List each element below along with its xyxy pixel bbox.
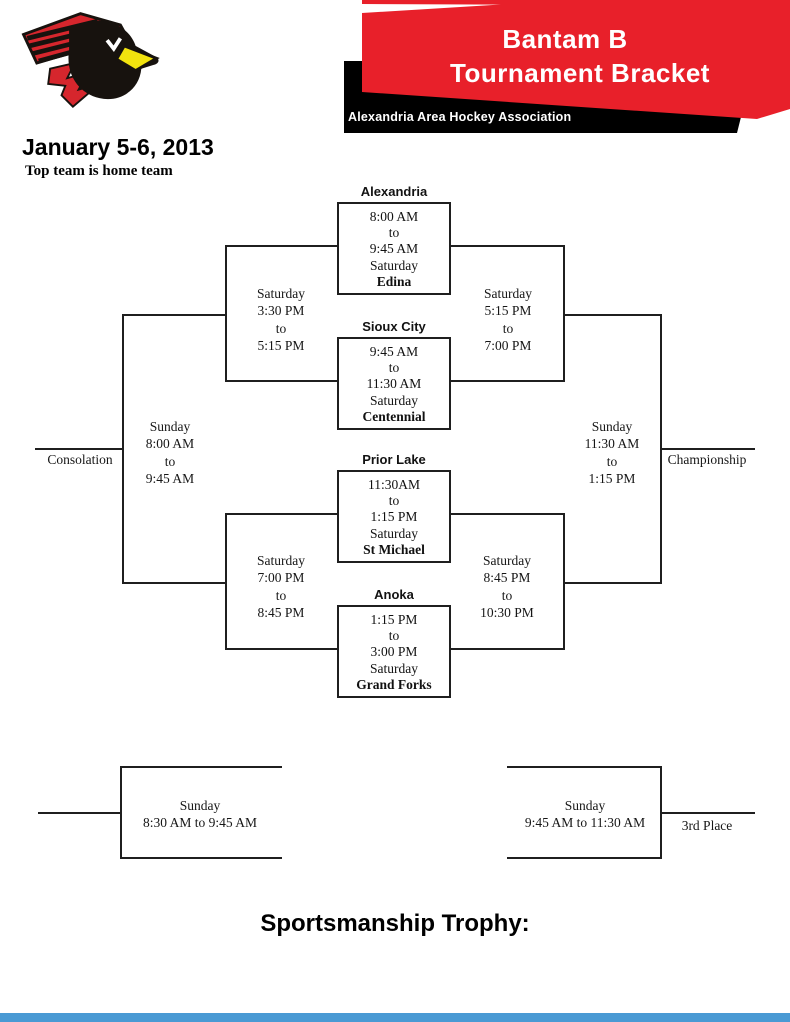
game1-to: to	[388, 225, 400, 241]
bracket-line	[451, 513, 563, 515]
game1-away-team: Edina	[376, 273, 412, 289]
semifinal-left-slot	[233, 285, 329, 355]
game2-to: to	[388, 360, 400, 376]
game4-time-start: 1:15 PM	[370, 612, 418, 627]
game1-time-end: 9:45 AM	[369, 241, 419, 257]
bracket-line	[225, 380, 337, 382]
game3-to: to	[388, 493, 400, 509]
game1-time-start: 8:00 AM	[369, 209, 419, 224]
bracket-line	[35, 448, 124, 450]
slot-to: to	[606, 453, 618, 469]
slot-start: 3:30 PM	[257, 303, 305, 319]
bracket-line	[225, 245, 337, 247]
slot-end: 9:45 AM	[145, 471, 195, 487]
bottom-game-day: Sunday	[179, 798, 221, 813]
game4-day: Saturday	[370, 660, 418, 676]
game1-home-label: Alexandria	[360, 184, 428, 199]
bracket-line	[122, 314, 227, 316]
game3-time-start: 11:30AM	[367, 477, 420, 492]
game4-to: to	[388, 628, 400, 644]
bottom-left-game	[95, 797, 305, 831]
bottom-game-time: 9:45 AM to 11:30 AM	[524, 815, 646, 830]
game2-time-start: 9:45 AM	[369, 344, 419, 359]
slot-end: 8:45 PM	[257, 605, 305, 621]
slot-day: Saturday	[257, 286, 305, 301]
slot-to: to	[275, 320, 287, 336]
slot-to: to	[502, 320, 514, 336]
slot-end: 10:30 PM	[480, 605, 534, 621]
bracket-line	[507, 857, 662, 859]
slot-day: Sunday	[591, 419, 633, 434]
bracket-line	[122, 582, 227, 584]
slot-to: to	[164, 453, 176, 469]
third-place-label: 3rd Place	[681, 818, 733, 833]
date-heading: January 5-6, 2013	[22, 134, 214, 160]
association-name: Alexandria Area Hockey Association	[348, 110, 572, 124]
bottom-right-game	[480, 797, 690, 831]
game2-day: Saturday	[370, 392, 418, 408]
slot-day: Sunday	[149, 419, 191, 434]
bracket-line	[120, 766, 282, 768]
bottom-accent-bar	[0, 1013, 790, 1022]
game4-time-end: 3:00 PM	[370, 644, 418, 660]
game4-home-label: Anoka	[374, 587, 414, 602]
game1-day: Saturday	[370, 257, 418, 273]
game2-home-label: Sioux City	[362, 319, 426, 334]
game4-away-team: Grand Forks	[356, 676, 432, 692]
slot-day: Saturday	[483, 553, 531, 568]
slot-to: to	[501, 587, 513, 603]
slot-start: 11:30 AM	[584, 436, 640, 452]
page-title-line2: Tournament Bracket	[450, 58, 710, 88]
game2-away-team: Centennial	[362, 408, 426, 424]
semifinal-right-slot	[460, 285, 556, 355]
slot-end: 5:15 PM	[257, 338, 305, 354]
slot-start: 8:45 PM	[483, 570, 531, 586]
bracket-line	[451, 245, 563, 247]
game-box-1	[337, 202, 451, 295]
bracket-line	[225, 513, 337, 515]
bracket-line	[225, 648, 337, 650]
slot-start: 8:00 AM	[145, 436, 195, 452]
championship-slot	[564, 418, 660, 488]
slot-day: Saturday	[484, 286, 532, 301]
bracket-line	[120, 857, 282, 859]
page-title-line1: Bantam B	[502, 24, 628, 54]
game-box-4	[337, 605, 451, 698]
bracket-line	[660, 448, 755, 450]
game3-away-team: St Michael	[363, 541, 425, 557]
slot-to: to	[275, 587, 287, 603]
slot-end: 1:15 PM	[588, 471, 636, 487]
game-box-3	[337, 470, 451, 563]
bracket-line	[451, 380, 563, 382]
game-box-2	[337, 337, 451, 430]
bracket-line	[563, 582, 662, 584]
consolation-label: Consolation	[47, 452, 113, 467]
bracket-line	[507, 766, 662, 768]
slot-start: 5:15 PM	[484, 303, 532, 319]
lower-left-slot	[233, 552, 329, 622]
bottom-game-time: 8:30 AM to 9:45 AM	[142, 815, 258, 830]
home-team-note: Top team is home team	[25, 163, 173, 179]
slot-end: 7:00 PM	[484, 338, 532, 354]
lower-right-slot	[459, 552, 555, 622]
bracket-line	[451, 648, 563, 650]
slot-start: 7:00 PM	[257, 570, 305, 586]
game3-day: Saturday	[370, 525, 418, 541]
game3-time-end: 1:15 PM	[370, 509, 418, 525]
game3-home-label: Prior Lake	[362, 452, 426, 467]
championship-label: Championship	[667, 452, 747, 467]
cardinal-head-logo-icon	[14, 4, 166, 122]
game2-time-end: 11:30 AM	[366, 376, 422, 392]
slot-day: Saturday	[257, 553, 305, 568]
bracket-line	[563, 314, 662, 316]
sportsmanship-heading: Sportsmanship Trophy:	[260, 910, 530, 937]
consolation-slot	[122, 418, 218, 488]
bottom-game-day: Sunday	[564, 798, 606, 813]
